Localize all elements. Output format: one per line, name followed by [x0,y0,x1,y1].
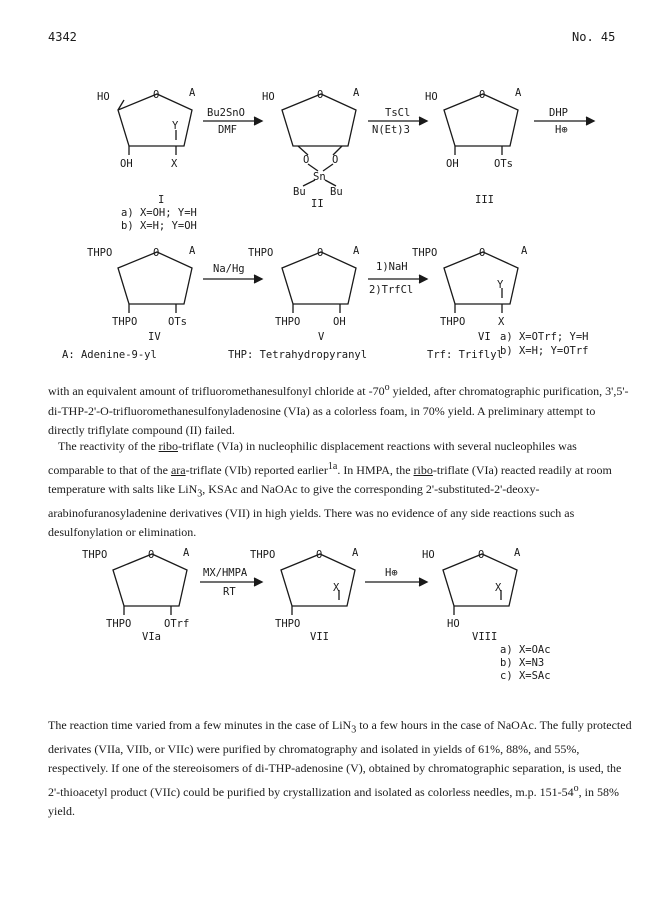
group-label: THPO [248,247,274,259]
ring-III [444,94,518,146]
ring-VII [281,554,355,606]
ring-oxygen: O [478,549,485,561]
page-number: 4342 [48,30,77,44]
reagent-label: RT [223,586,236,598]
compound-label: V [318,331,325,343]
ring-oxygen: O [153,247,160,259]
group-label: HO [262,91,275,103]
substituent-label: THPO [112,316,138,328]
atom-label: Sn [313,171,326,183]
group-label: HO [422,549,435,561]
base-label: A [521,245,528,257]
reagent-label: 2)TrfCl [369,284,414,296]
journal-issue: No. 45 [572,30,616,44]
reagent-label: DHP [549,107,568,119]
legend-abbrev: A: Adenine-9-yl [62,349,157,361]
reagent-label: H⊕ [385,567,398,579]
group-label: HO [425,91,438,103]
substituent-label: OH [333,316,346,328]
legend-abbrev: THP: Tetrahydropyranyl [228,349,368,361]
reagent-label: 1)NaH [376,261,408,273]
ring-VI [444,252,518,304]
substituent-label: OTs [168,316,187,328]
group-label: HO [97,91,110,103]
group-label: THPO [87,247,113,259]
substituent-label: THPO [106,618,132,630]
substituent-label: HO [447,618,460,630]
ring-oxygen: O [148,549,155,561]
base-label: A [189,245,196,257]
compound-note: a) X=OTrf; Y=H [500,331,589,343]
reagent-label: DMF [218,124,237,136]
compound-label: I [158,194,165,206]
compound-note: c) X=SAc [500,670,551,682]
substituent-label: Y [172,120,179,132]
substituent-label: Y [497,279,504,291]
atom-label: Bu [293,186,306,198]
base-label: A [515,87,522,99]
base-label: A [514,547,521,559]
compound-note: b) X=H; Y=OH [121,220,197,232]
compound-note: a) X=OAc [500,644,551,656]
ring-V [282,252,356,304]
substituent-label: X [333,582,340,594]
ring-oxygen: O [317,247,324,259]
reagent-label: Bu2SnO [207,107,245,119]
base-label: A [353,87,360,99]
paragraph-reaction-time: The reaction time varied from a few minutes in the case of LiN$_3$ to a few hours in the case of NaOAc. The fully protected derivates (VIIa, VIIb, or VIIc) were purified by chromatography and isolated in yields of 61%, 88%, and 55%, respectively. If one of the stereoisomers of di-THP-adenosine (V), obtained by chromatographic separation, is used, the 2'-thioacetyl product (VIIc) could be purified by crystallization and isolated as colorless needles, m.p. 151-54$^o$, in 58% yield. [48,718,632,819]
substituent-label: OTrf [164,618,190,630]
atom-label: Bu [330,186,343,198]
reagent-label: Na/Hg [213,263,245,275]
compound-note: b) X=N3 [500,657,545,669]
compound-label: VII [310,631,329,643]
substituent-label: X [498,316,505,328]
base-label: A [352,547,359,559]
reagent-label: N(Et)3 [372,124,410,136]
ring-I [118,94,192,146]
substituent-label: OH [446,158,459,170]
legend-abbrev: Trf: Triflyl [427,349,503,361]
compound-label: VIII [472,631,498,643]
ring-oxygen: O [316,549,323,561]
compound-label: VI [478,331,491,343]
substituent-label: X [171,158,178,170]
substituent-label: THPO [275,316,301,328]
reagent-label: H⊕ [555,124,568,136]
group-label: THPO [82,549,108,561]
atom-label: O [332,154,339,166]
substituent-label: THPO [275,618,301,630]
ring-VIII [443,554,517,606]
substituent-label: OH [120,158,133,170]
substituent-label: OTs [494,158,513,170]
compound-label: II [311,198,324,210]
base-label: A [183,547,190,559]
compound-note: a) X=OH; Y=H [121,207,197,219]
group-label: THPO [412,247,438,259]
compound-label: VIa [142,631,161,643]
ring-oxygen: O [153,89,160,101]
base-label: A [353,245,360,257]
ring-II [282,94,356,146]
paragraph-triflylation: with an equivalent amount of trifluoromethanesulfonyl chloride at -70$^o$ yielded, after chromatographic purification, 3',5'-di-THP-2'-O-trifluoromethanesulfonyladenosine (VIa) as a colorless foam, in 70% yield. A preliminary attempt to directly triflylate compound (II) failed. [48,382,629,437]
paragraph-reactivity: The reactivity of the ribo-triflate (VIa) in nucleophilic displacement reactions with several nucleophiles was comparable to that of the ara-triflate (VIb) reported earlier$^{1a}$. In HMPA, the ribo-triflate (VIa) reacted readily at room temperature with salts like LiN$_3$, KSAc and NaOAc to give the corresponding 2'-substituted-2'-deoxy-arabinofuranosyladenine derivatives (VII) in high yields. There was no evidence of any side reactions such as desulfonylation or elimination. [48,439,612,540]
reagent-label: MX/HMPA [203,567,248,579]
ring-oxygen: O [479,89,486,101]
ring-oxygen: O [317,89,324,101]
compound-note: b) X=H; Y=OTrf [500,345,589,357]
substituent-label: THPO [440,316,466,328]
ring-IV [118,252,192,304]
compound-label: IV [148,331,161,343]
group-label: THPO [250,549,276,561]
reagent-label: TsCl [385,107,411,119]
ring-oxygen: O [479,247,486,259]
ring-VIa [113,554,187,606]
atom-label: O [303,154,310,166]
substituent-label: X [495,582,502,594]
base-label: A [189,87,196,99]
compound-label: III [475,194,494,206]
